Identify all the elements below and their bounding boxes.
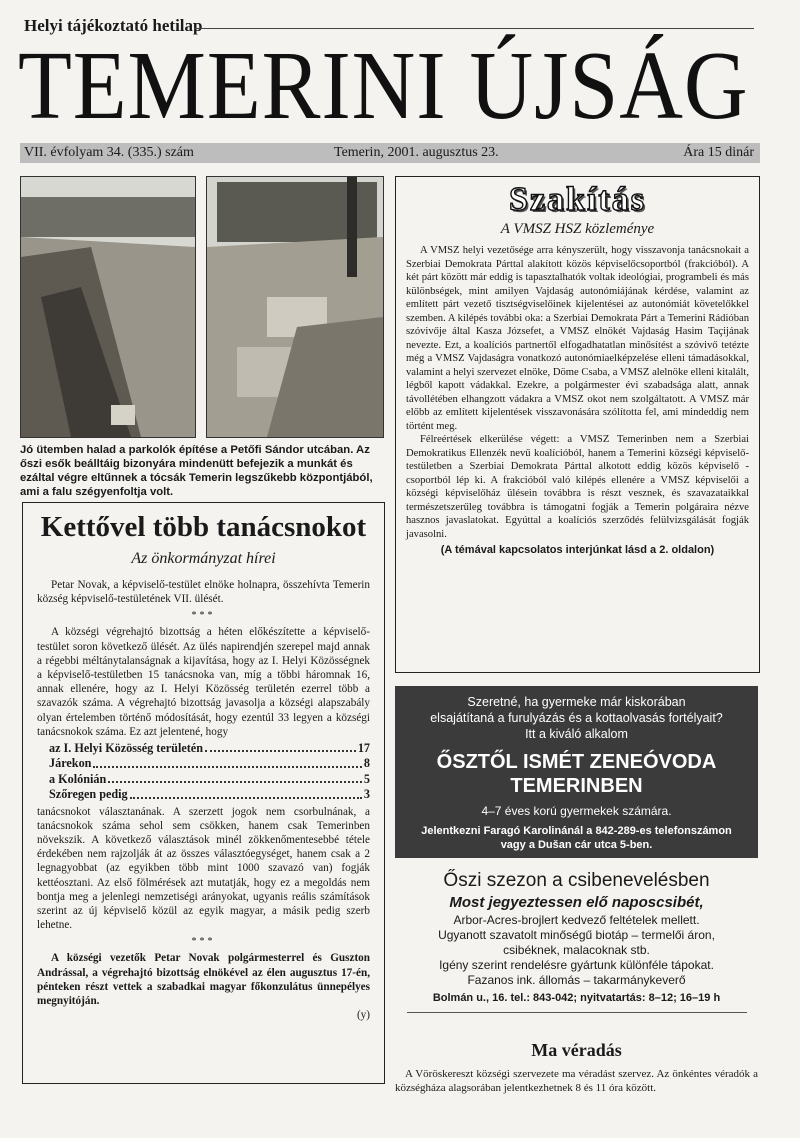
blood-title: Ma véradás <box>531 1040 622 1060</box>
list-item: az I. Helyi Közösség területén 17 <box>49 741 370 756</box>
chick-ad-line: Arbor-Acres-brojlert kedvező feltételek mellett. <box>453 913 700 927</box>
council-paragraph-4: A községi vezetők Petar Novak polgármesterrel és Guszton Andrással, a végrehajtó bizottság elnökével az élen augusztus 17-én, pénteken részt vettek a szabadkai magyar főkonzulátus ünnepélyes megnyitóján. <box>37 952 370 1008</box>
split-article-title: Szakítás <box>509 181 646 218</box>
council-paragraph-2: A községi végrehajtó bizottság a héten előkészítette a képviselő-testület soron következő ülését. Az ülés napirendjén szerepel majd annak a régebbi méltánytalanságnak a kijavítása, hogy az I. Helyi Közösségnek a képviselő-testületben 15 tanácsnoka van, míg a többi háromnak 16, annak ellenére, hogy az I. Helyi Közösség területén ezerrel több a szavazók száma. A végrehajtó bizottság javasolja a községi alapszabály olyan értelemben történő módosítását, hogy ezentúl 33 legyen a községi tanácsnokok száma. Ez azt jelentené, hogy <box>37 626 370 738</box>
separator: *** <box>191 936 216 948</box>
chick-ad-line: Fazanos ink. állomás – takarmánykeverő <box>467 973 686 987</box>
price: Ára 15 dinár <box>683 145 754 160</box>
council-article-subtitle: Az önkormányzat hírei <box>131 550 276 567</box>
ad-headline: TEMERINBEN <box>510 775 643 797</box>
list-item: Szőregen pedig 3 <box>49 787 370 802</box>
council-article <box>22 502 385 1084</box>
street-photo-right <box>206 176 384 438</box>
split-article-subtitle: A VMSZ HSZ közleménye <box>500 221 655 237</box>
chick-ad <box>395 870 758 1013</box>
ad-line: Szeretné, ha gyermeke már kiskorában <box>467 695 686 709</box>
chick-ad-line: Ugyanott szavatolt minőségű biotáp – termelői áron, <box>438 928 715 942</box>
ad-line: Itt a kiváló alkalom <box>525 727 628 741</box>
interview-note: (A témával kapcsolatos interjúnkat lásd a 2. oldalon) <box>440 544 715 556</box>
photo-caption: Jó ütemben halad a parkolók építése a Petőfi Sándor utcában. Az őszi esők beálltáig bizonyára mindenütt befejezik a munkát és ezáltal végre eltűnnek a tócsák Temerin legszűkebb központjából, ami a falu szégyenfoltja volt. <box>20 444 373 498</box>
chick-ad-subtitle: Most jegyeztessen elő naposcsibét, <box>449 894 704 911</box>
list-item: a Kolónián 5 <box>49 771 370 786</box>
tagline-divider <box>194 28 754 29</box>
ad-contact: vagy a Dušan cár utca 5-ben. <box>500 839 653 851</box>
ad-line: elsajátítaná a furulyázás és a kottaolvasás fortélyait? <box>430 711 723 725</box>
chick-ad-line: csibéknek, malacoknak stb. <box>503 943 650 957</box>
tagline: Helyi tájékoztató hetilap <box>24 16 203 35</box>
split-paragraph-2: Félreértések elkerülése végett: a VMSZ Temerinben nem a Szerbiai Demokratikus Ellenzék nevű koalícióból, hanem a Temerini községi képviselő-testületben a Szerbiai Demokrata Párttal alkotott eddig közös képviselő -csoportból lép ki. A frakcióból való kilépés ellenére a VMSZ képviselői a községi képviselőház ülésein továbbra is részt vesznek, és szavazataikkal természetszerűleg továbbra is támogatni fogják a Temerin polgáraira nézve hasznos javaslatokat. Egyúttal a koalíciós szerződés felülvizsgálását fogják javasolni. <box>406 434 749 540</box>
blood-donation-notice <box>395 1040 758 1095</box>
chick-ad-line: Igény szerint rendelésre gyártunk különféle tápokat. <box>439 958 714 972</box>
newspaper-title: TEMERINI ÚJSÁG <box>18 32 749 140</box>
list-item: Járekon 8 <box>49 756 370 771</box>
issue-info-bar <box>20 143 760 163</box>
music-kindergarten-ad <box>395 686 758 858</box>
council-article-title: Kettővel több tanácsnokot <box>40 511 367 543</box>
issue-number: VII. évfolyam 34. (335.) szám <box>24 145 194 160</box>
council-paragraph-3: tanácsnokot választanának. A szerzett jogok nem csorbulnának, a tanácsnokok száma sehol sem csökken, hanem csak Temerinben növekszik. A következő választások minél zökkenőmentesebbé tétele érdekében nem rajzolják át az összes választóegységet, hanem csak a 2 legnagyobbat (az egyikben több mint 1000 szavazó van) fogják kettéosztani. Az első fölmérések azt mutatják, hogy ez a megoldás nem bontja meg a jelenlegi nemzetiségi arányokat, ugyanis reális számítások szerint az új képviselő közül az egyik magyar, a másik pedig szerb lehetne. <box>37 805 370 932</box>
councillor-list <box>37 741 370 803</box>
separator: *** <box>191 610 216 622</box>
council-paragraph-1: Petar Novak, a képviselő-testület elnöke holnapra, összehívta Temerin község képviselő-testületének VII. ülését. <box>37 579 370 606</box>
split-article <box>395 176 760 673</box>
ad-headline: ŐSZTŐL ISMÉT ZENEÓVODA <box>436 751 717 773</box>
blood-text: A Vöröskereszt községi szervezete ma véradást szervez. Az önkéntes véradók a községháza alagsorában jelentkezhetnek 8 és 11 óra között. <box>395 1068 758 1095</box>
street-photo-left <box>20 176 196 438</box>
chick-ad-title: Őszi szezon a csibenevelésben <box>443 870 710 891</box>
place-date: Temerin, 2001. augusztus 23. <box>334 145 499 160</box>
split-paragraph-1: A VMSZ helyi vezetősége arra kényszerült, hogy visszavonja tanácsnokait a Szerbiai Demokrata Párttal alakított közös képviselőcsoportból (frakcióból). A két párt között már eddig is tapasztalhatók voltak ideológiai, programbeli és más különbségek, mint amilyen Vajdaság autonómiájának kérdése, valamint az említett párt vezető tisztségviselőinek kijelentései az autonómiát követelőkkel szemben. A kilépés további oka: a Szerbiai Demokrata Párt a Temerini Rádióban szóvivője által Kasza Józsefet, a VMSZ elnökét Vajdaság Hasim Taçijának nevezte. Ezt, a koalíciós partnertől elfogadhatatlan minősítést a szóvivő tetézte még a VMSZ Vajdaságra vonatkozó autonómiaelképzelése elleni támadásokkal, valamint a helyi szervezet elnöke, Döme Csaba, a VMSZ alelnöke elleni kitalált, légből kapott vádakkal. Ezekre, a polgármester évi szabadsága alatt, annak távollétében elhangzott vádakra a VMSZ okot nem szolgáltatott. A VMSZ már előbb az említett kijelentések visszavonására szólította fel, ami mindeddig nem történt meg. <box>406 245 749 432</box>
ad-contact: Jelentkezni Faragó Karolinánál a 842-289-es telefonszámon <box>421 825 732 837</box>
author-sign: (y) <box>356 1009 370 1022</box>
chick-ad-address: Bolmán u., 16. tel.: 843-042; nyitvatartás: 8–12; 16–19 h <box>432 992 721 1004</box>
ad-age: 4–7 éves korú gyermekek számára. <box>481 804 672 818</box>
